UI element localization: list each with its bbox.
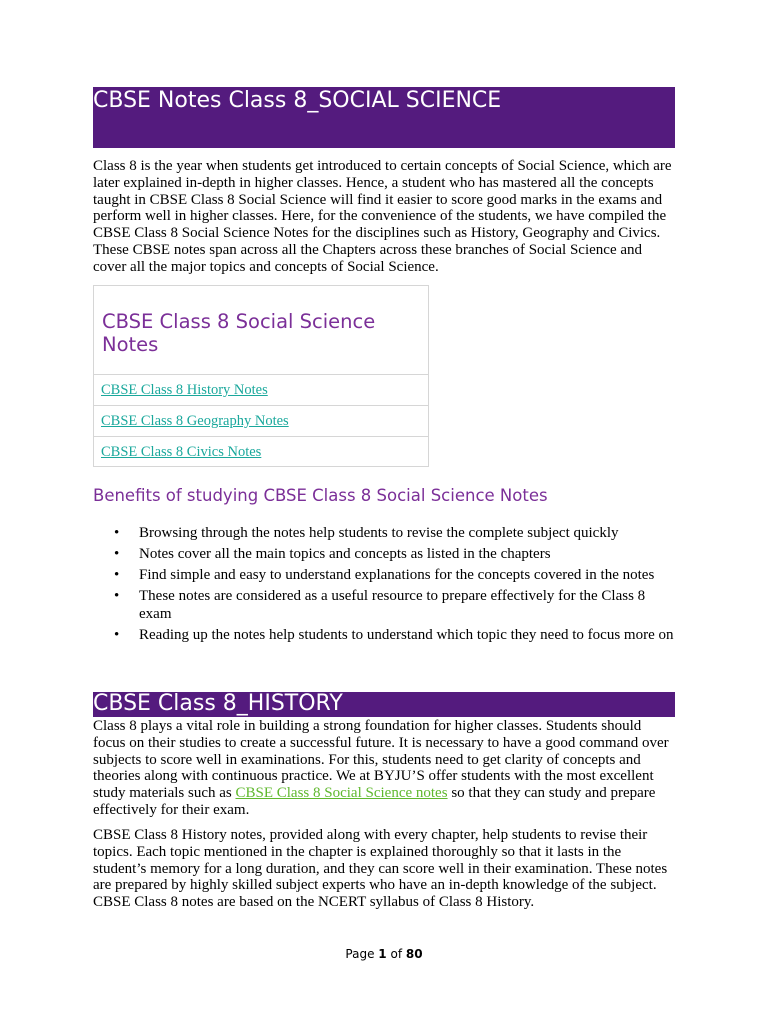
bullet-icon: • bbox=[114, 567, 120, 583]
page-label: Page bbox=[345, 947, 379, 961]
list-item bbox=[93, 525, 675, 543]
bullet-icon: • bbox=[114, 588, 120, 604]
benefits-list bbox=[93, 525, 675, 648]
list-item bbox=[93, 627, 675, 645]
toc-row bbox=[94, 374, 428, 405]
intro-paragraph: Class 8 is the year when students get introduced to certain concepts of Social Science, which are later explained in-depth in higher classes. Hence, a student who has mastered all the concepts taught in CBSE Class 8 Social Science will find it easier to score good marks in the exams and perform well in higher classes. Here, for the convenience of the students, we have compiled the CBSE Class 8 Social Science Notes for the disciplines such as History, Geography and Civics. These CBSE notes span across all the Chapters across these branches of Social Science and cover all the major topics and concepts of Social Science. bbox=[93, 158, 672, 275]
list-item-text: These notes are considered as a useful resource to prepare effectively for the Class 8 exam bbox=[139, 588, 646, 622]
social-science-notes-link[interactable]: CBSE Class 8 Social Science notes bbox=[235, 785, 448, 802]
list-item-text: Reading up the notes help students to understand which topic they need to focus more on bbox=[139, 626, 674, 643]
toc-box bbox=[93, 285, 429, 467]
list-item-text: Find simple and easy to understand explanations for the concepts covered in the notes bbox=[139, 567, 655, 583]
history-title: CBSE Class 8_HISTORY bbox=[93, 691, 343, 716]
bullet-icon: • bbox=[114, 525, 120, 541]
page-title: CBSE Notes Class 8_SOCIAL SCIENCE bbox=[93, 88, 502, 113]
list-item bbox=[93, 588, 675, 623]
page-footer bbox=[0, 946, 768, 962]
history-banner bbox=[93, 692, 675, 717]
of-label: of bbox=[386, 947, 406, 961]
history-paragraph-2: CBSE Class 8 History notes, provided along with every chapter, help students to revise their topics. Each topic mentioned in the chapter is explained thoroughly so that it lasts in the student’s memory for a long duration, and they can score well in their examination. These notes are prepared by highly skilled subject experts who have an in-depth knowledge of the subject. CBSE Class 8 notes are based on the NCERT syllabus of Class 8 History. bbox=[93, 827, 668, 911]
toc-link-civics[interactable]: CBSE Class 8 Civics Notes bbox=[101, 444, 262, 460]
title-banner bbox=[93, 87, 675, 148]
toc-row bbox=[94, 405, 428, 436]
list-item-text: Notes cover all the main topics and concepts as listed in the chapters bbox=[139, 546, 551, 562]
list-item-text: Browsing through the notes help students to revise the complete subject quickly bbox=[139, 525, 619, 541]
list-item bbox=[93, 546, 675, 564]
toc-heading: CBSE Class 8 Social Science Notes bbox=[102, 310, 376, 356]
list-item bbox=[93, 567, 675, 585]
benefits-heading: Benefits of studying CBSE Class 8 Social Science Notes bbox=[93, 486, 548, 505]
history-paragraph-1-start: Class 8 plays a vital role in building a strong foundation for higher classes. Students should focus on their studies to create a successful future. It is necessary to have a good command over subjects to score well in examinations. For this, students need to get clarity of concepts and theories along with continuous practice. We at BYJU’S offer students with the most excellent study materials such as bbox=[93, 718, 669, 802]
bullet-icon: • bbox=[114, 626, 120, 643]
history-paragraph-1-end: so that they can study and prepare effectively for their exam. bbox=[93, 785, 656, 818]
history-paragraph-1 bbox=[93, 718, 675, 819]
toc-link-history[interactable]: CBSE Class 8 History Notes bbox=[101, 382, 268, 398]
toc-link-geography[interactable]: CBSE Class 8 Geography Notes bbox=[101, 413, 289, 429]
bullet-icon: • bbox=[114, 546, 120, 562]
page-number: 1 bbox=[378, 947, 387, 961]
toc-row bbox=[94, 436, 428, 467]
total-pages: 80 bbox=[405, 947, 423, 961]
